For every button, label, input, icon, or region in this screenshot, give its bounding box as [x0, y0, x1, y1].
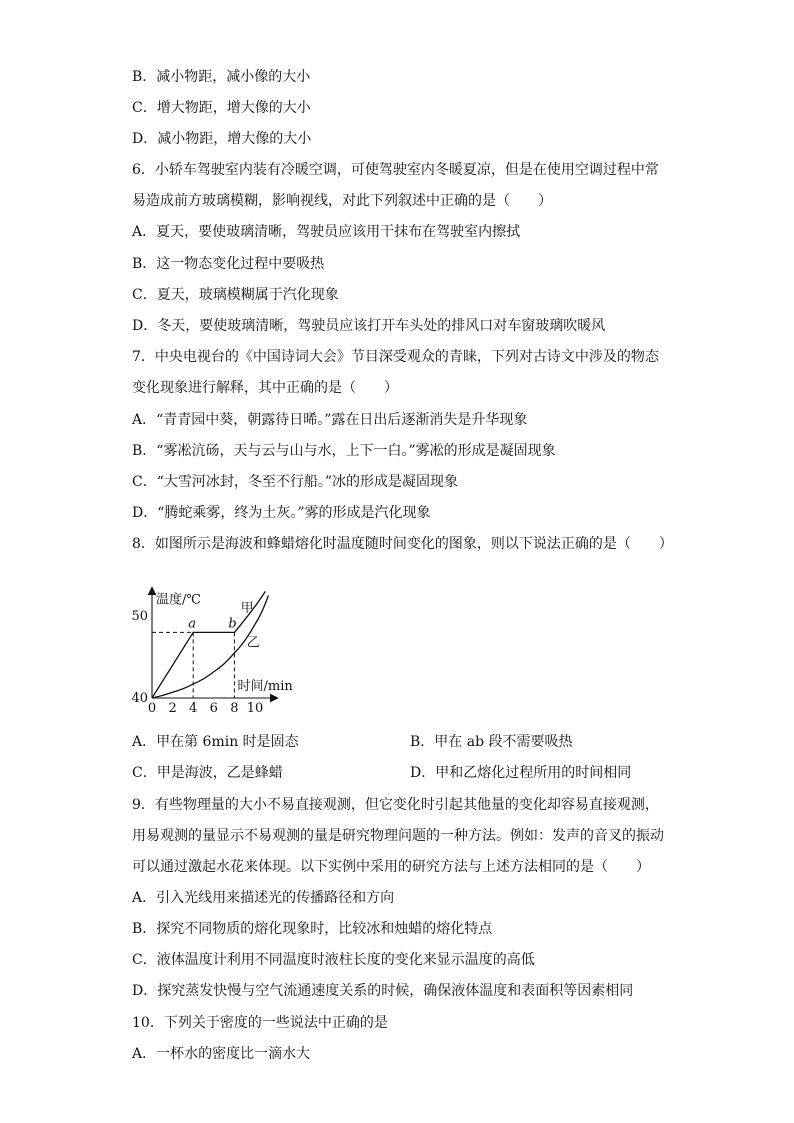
q5-option-d: D．减小物距，增大像的大小: [132, 131, 312, 147]
q9-option-c: C．液体温度计利用不同温度时液柱长度的变化来显示温度的高低: [132, 952, 535, 968]
q6-option-d: D．冬天，要使玻璃清晰，驾驶员应该打开车头处的排风口对车窗玻璃吹暖风: [132, 318, 606, 334]
x-axis-label: 时间/min: [237, 679, 293, 694]
melting-graph-svg: [130, 562, 310, 722]
point-label-a: a: [188, 616, 196, 632]
q7-option-b: B．“雾凇沆砀，天与云与山与水，上下一白。”雾凇的形成是凝固现象: [132, 443, 556, 459]
q8-option-b: B．甲在 ab 段不需要吸热: [410, 734, 573, 750]
y-tick-label: 50: [131, 609, 148, 624]
q9-stem-line3: 可以通过激起水花来体现。以下实例中采用的研究方法与上述方法相同的是（ ）: [132, 859, 650, 875]
q7-option-c: C．“大雪河冰封，冬至不行船。”冰的形成是凝固现象: [132, 474, 459, 490]
q8-option-a: A．甲在第 6min 时是固态: [132, 734, 299, 750]
melting-graph: [130, 562, 310, 722]
q9-option-d: D．探究蒸发快慢与空气流通速度关系的时候，确保液体温度和表面积等因素相同: [132, 983, 634, 999]
series-label-yi: 乙: [246, 635, 260, 651]
q6-stem-line2: 易造成前方玻璃模糊，影响视线，对此下列叙述中正确的是（ ）: [132, 193, 552, 209]
q5-option-c: C．增大物距，增大像的大小: [132, 100, 311, 116]
q6-option-c: C．夏天，玻璃模糊属于汽化现象: [132, 287, 339, 303]
x-tick-label: 10: [246, 701, 264, 716]
q9-stem-line1: 9．有些物理量的大小不易直接观测，但它变化时引起其他量的变化却容易直接观测，: [132, 797, 659, 813]
x-tick-label: 2: [168, 701, 177, 716]
q6-stem-line1: 6．小轿车驾驶室内装有冷暖空调，可使驾驶室内冬暖夏凉，但是在使用空调过程中常: [132, 162, 659, 178]
x-tick-label: 6: [209, 701, 218, 716]
q9-stem-line2: 用易观测的量显示不易观测的量是研究物理问题的一种方法。例如：发声的音叉的振动: [132, 828, 664, 844]
x-tick-label: 4: [189, 701, 198, 716]
q10-stem: 10．下列关于密度的一些说法中正确的是: [132, 1015, 388, 1031]
x-tick-label: 8: [230, 701, 239, 716]
q8-option-d: D．甲和乙熔化过程所用的时间相同: [410, 765, 632, 781]
y-tick-label: 40: [131, 691, 148, 706]
q10-option-a: A．一杯水的密度比一滴水大: [132, 1046, 311, 1062]
q9-option-b: B．探究不同物质的熔化现象时，比较冰和烛蜡的熔化特点: [132, 921, 493, 937]
q8-stem: 8．如图所示是海波和蜂蜡熔化时温度随时间变化的图象，则以下说法正确的是（ ）: [132, 536, 673, 552]
q8-option-c: C．甲是海波，乙是蜂蜡: [132, 765, 283, 781]
q7-option-a: A．“青青园中葵，朝露待日晞。”露在日出后逐渐消失是升华现象: [132, 412, 528, 428]
y-axis-label: 温度/℃: [156, 592, 201, 608]
series-label-jia: 甲: [240, 600, 254, 616]
q5-option-b: B．减小物距，减小像的大小: [132, 69, 311, 85]
x-tick-label: 0: [147, 701, 157, 716]
q7-option-d: D．“腾蛇乘雾，终为土灰。”雾的形成是汽化现象: [132, 505, 431, 521]
q6-option-a: A．夏天，要使玻璃清晰，驾驶员应该用干抹布在驾驶室内擦拭: [132, 224, 521, 240]
q7-stem-line1: 7．中央电视台的《中国诗词大会》节目深受观众的青睐，下列对古诗文中涉及的物态: [132, 349, 659, 365]
q9-option-a: A．引入光线用来描述光的传播路径和方向: [132, 890, 395, 906]
q7-stem-line2: 变化现象进行解释，其中正确的是（ ）: [132, 380, 398, 396]
q6-option-b: B．这一物态变化过程中要吸热: [132, 256, 325, 272]
point-label-b: b: [228, 616, 237, 632]
